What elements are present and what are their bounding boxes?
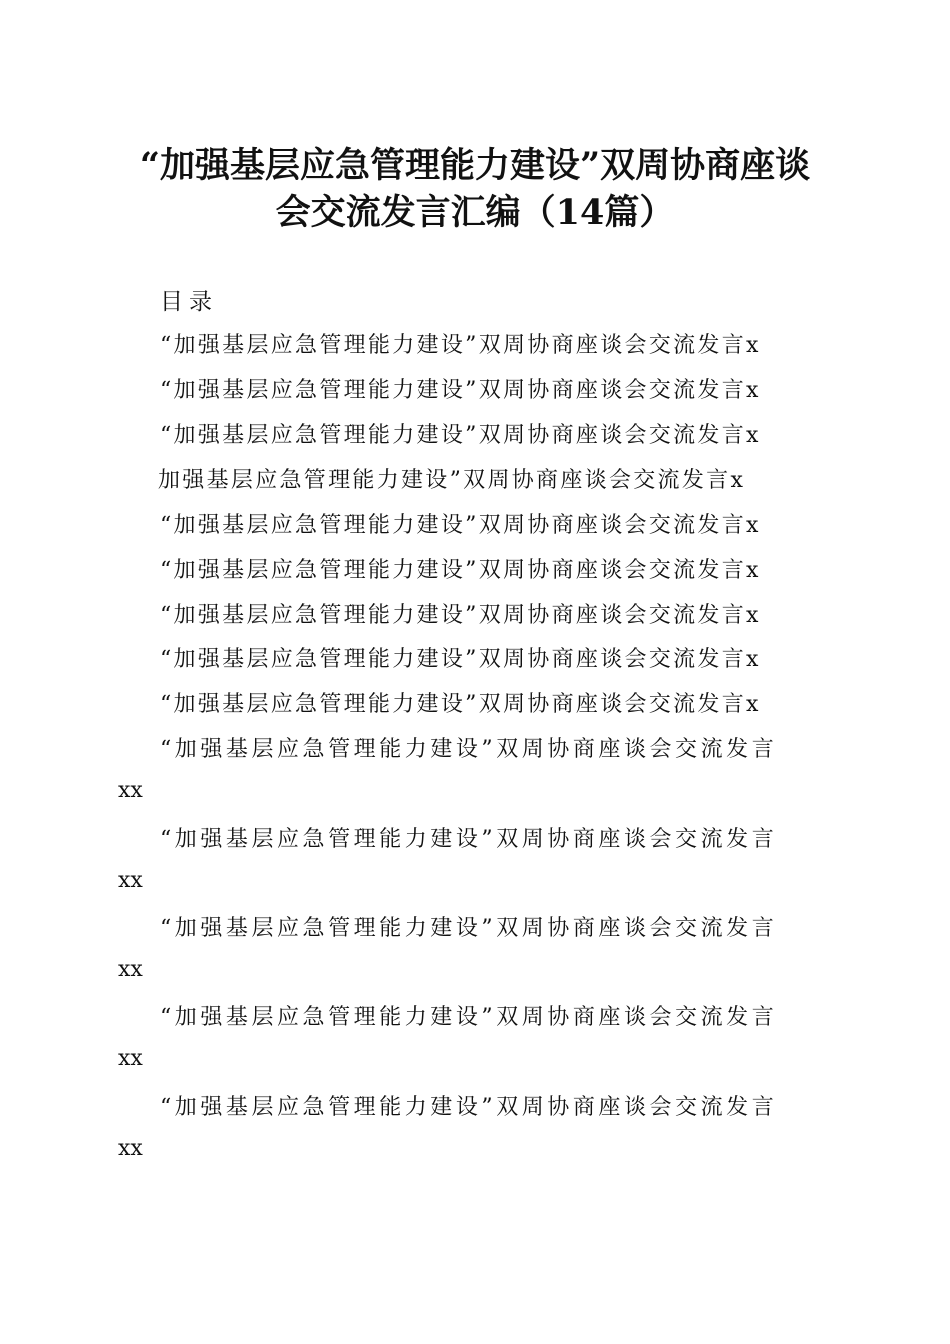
toc-entry-title: “加强基层应急管理能力建设”双周协商座谈会交流发言 <box>160 647 746 672</box>
toc-entry-page: x <box>746 423 759 448</box>
toc-entry <box>160 911 777 942</box>
toc-entry-page: xx <box>118 868 143 893</box>
toc-entry-title: “加强基层应急管理能力建设”双周协商座谈会交流发言 <box>160 1095 778 1120</box>
toc-entry-page: x <box>746 692 759 717</box>
toc-entry-page: x <box>746 378 759 403</box>
toc-entry-title: “加强基层应急管理能力建设”双周协商座谈会交流发言 <box>160 827 778 852</box>
toc-entry-page: xx <box>118 1136 143 1161</box>
toc-entry <box>160 642 758 673</box>
toc-entry-title: “加强基层应急管理能力建设”双周协商座谈会交流发言 <box>160 333 746 358</box>
toc-entry <box>160 687 758 718</box>
toc-entry-page: xx <box>118 957 143 982</box>
toc-entry <box>160 508 758 539</box>
toc-heading: 目录 <box>160 289 218 315</box>
toc-entry-page: x <box>746 603 759 628</box>
toc-entry-title: “加强基层应急管理能力建设”双周协商座谈会交流发言 <box>160 692 746 717</box>
toc-entry-title: “加强基层应急管理能力建设”双周协商座谈会交流发言 <box>160 737 778 762</box>
toc-entry-page: x <box>746 647 759 672</box>
toc-entry-page: x <box>746 513 759 538</box>
toc-entry-page: xx <box>118 1046 143 1071</box>
toc-entry <box>160 822 777 853</box>
toc-entry-title: “加强基层应急管理能力建设”双周协商座谈会交流发言 <box>160 378 746 403</box>
toc-entry <box>160 328 758 359</box>
toc-entry-title: “加强基层应急管理能力建设”双周协商座谈会交流发言 <box>160 513 746 538</box>
toc-entry <box>160 598 758 629</box>
toc-entry <box>160 1090 777 1121</box>
toc-entry <box>158 463 743 494</box>
toc-entry-page: xx <box>118 778 143 803</box>
toc-entry-title: “加强基层应急管理能力建设”双周协商座谈会交流发言 <box>160 423 746 448</box>
toc-entry-title: “加强基层应急管理能力建设”双周协商座谈会交流发言 <box>160 1005 778 1030</box>
toc-entry-title: “加强基层应急管理能力建设”双周协商座谈会交流发言 <box>160 603 746 628</box>
document-title-line-1: “加强基层应急管理能力建设”双周协商座谈 <box>139 145 811 186</box>
toc-entry-page: x <box>730 468 743 493</box>
toc-entry-title: “加强基层应急管理能力建设”双周协商座谈会交流发言 <box>160 558 746 583</box>
toc-entry <box>160 553 758 584</box>
toc-entry <box>160 732 777 763</box>
toc-entry <box>160 373 758 404</box>
toc-entry <box>160 1000 777 1031</box>
toc-entry-title: “加强基层应急管理能力建设”双周协商座谈会交流发言 <box>160 916 778 941</box>
toc-entry-page: x <box>746 558 759 583</box>
document-title-line-2: 会交流发言汇编（14篇） <box>275 192 675 233</box>
toc-entry <box>160 418 758 449</box>
toc-entry-title: 加强基层应急管理能力建设”双周协商座谈会交流发言 <box>158 468 731 493</box>
toc-entry-page: x <box>746 333 759 358</box>
